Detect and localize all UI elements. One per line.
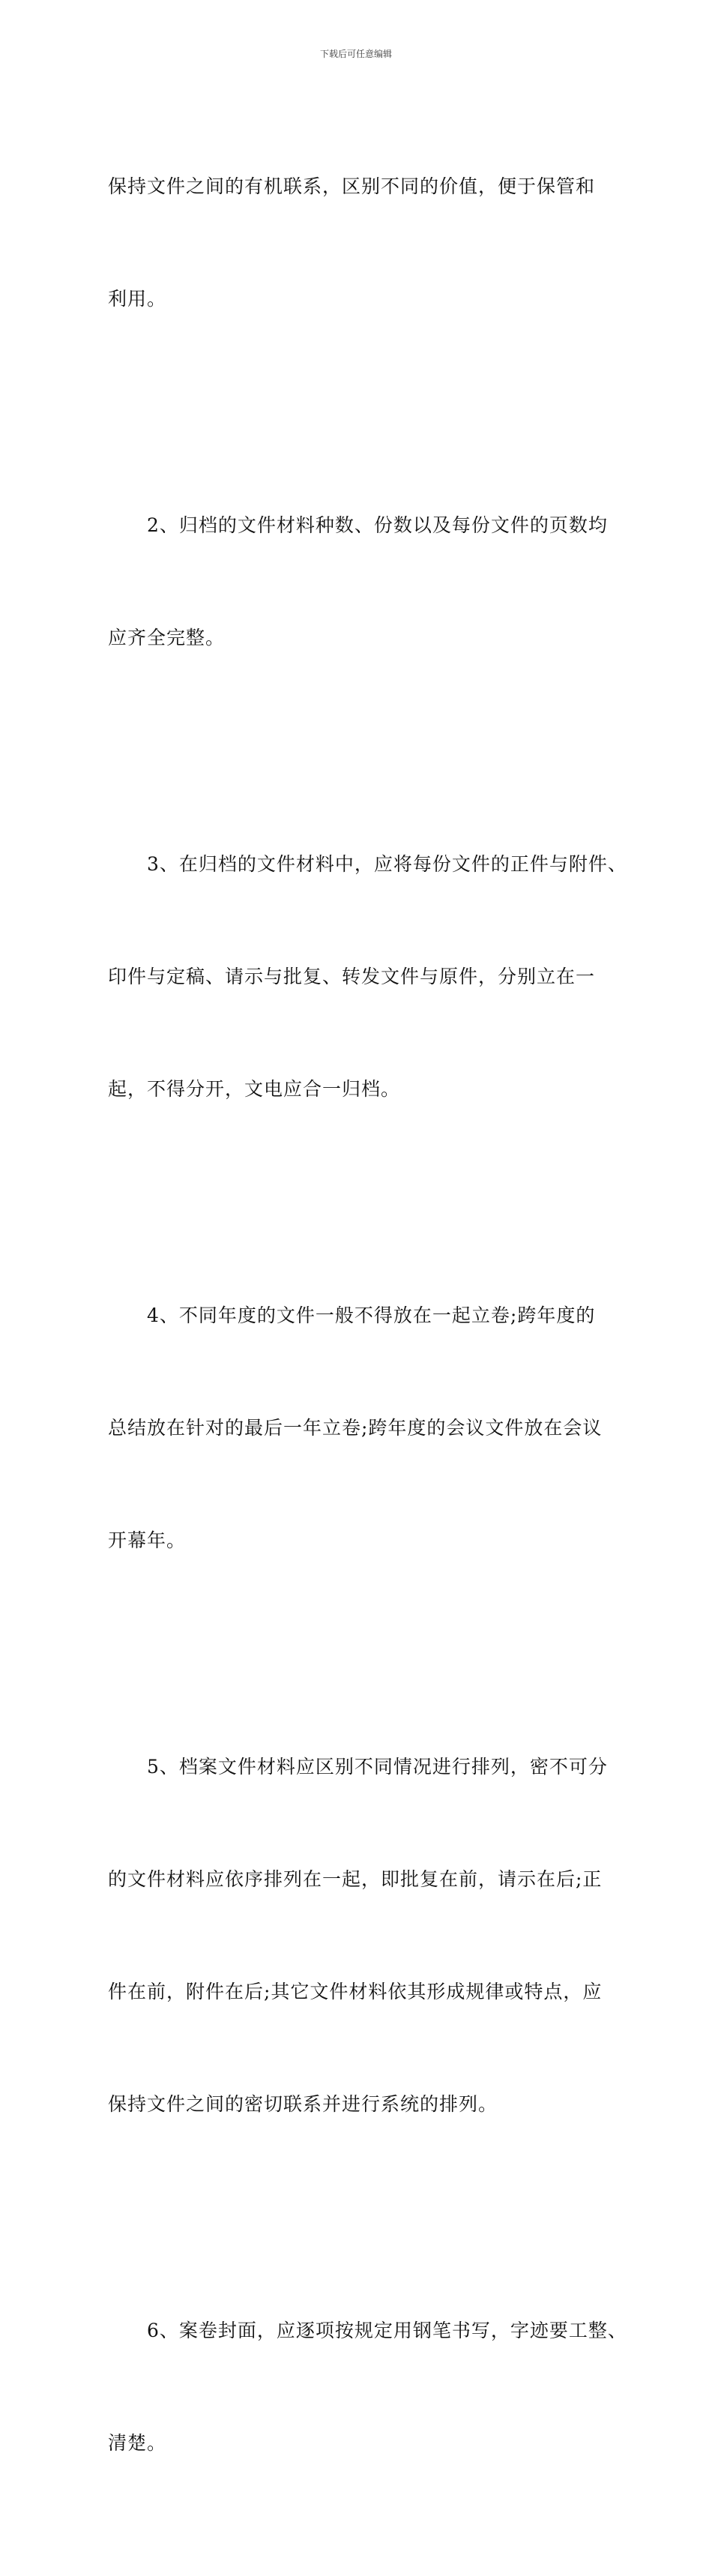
paragraph-item-5 (108, 1673, 614, 2198)
text-line: 保持文件之间的密切联系并进行系统的排列。 (108, 2093, 498, 2115)
text-line: 清楚。 (108, 2432, 167, 2454)
text-line: 6、案卷封面，应逐项按规定用钢笔书写，字迹要工整、 (147, 2320, 627, 2341)
text-line: 3、在归档的文件材料中，应将每份文件的正件与附件、 (147, 853, 627, 875)
paragraph-item-6 (108, 2237, 627, 2537)
text-line: 印件与定稿、请示与批复、转发文件与原件，分别立在一 (108, 966, 596, 987)
page-header: 下载后可任意编辑 (319, 49, 392, 59)
text-line: 件在前，附件在后;其它文件材料依其形成规律或特点，应 (108, 1981, 603, 2002)
text-line: 利用。 (108, 288, 167, 310)
text-line: 保持文件之间的有机联系，区别不同的价值，便于保管和 (108, 175, 596, 197)
paragraph-item-2 (108, 432, 614, 732)
text-line: 开幕年。 (108, 1529, 187, 1551)
paragraph-item-4 (108, 1222, 614, 1634)
text-line: 5、档案文件材料应区别不同情况进行排列，密不可分 (147, 1756, 608, 1778)
text-line: 起，不得分开，文电应合一归档。 (108, 1078, 401, 1100)
document-body (108, 93, 627, 2576)
text-line: 2、归档的文件材料种数、份数以及每份文件的页数均 (147, 514, 608, 536)
text-line: 的文件材料应依序排列在一起，即批复在前，请示在后;正 (108, 1868, 603, 1890)
paragraph-item-3 (108, 771, 627, 1183)
text-line: 4、不同年度的文件一般不得放在一起立卷;跨年度的 (147, 1304, 596, 1326)
text-line: 应齐全完整。 (108, 627, 226, 648)
paragraph-continuation (108, 93, 614, 393)
text-line: 总结放在针对的最后一年立卷;跨年度的会议文件放在会议 (108, 1417, 603, 1439)
